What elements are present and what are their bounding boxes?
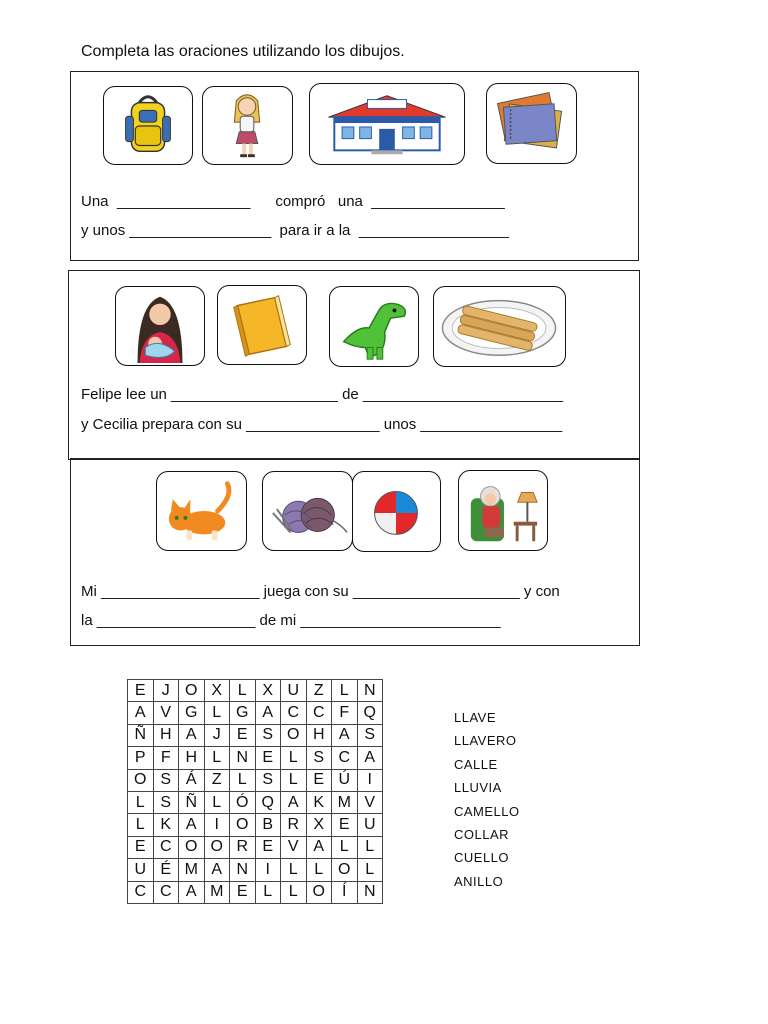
grid-cell[interactable]: L	[332, 836, 358, 858]
word-search-grid	[127, 679, 383, 904]
grid-cell[interactable]: A	[204, 859, 230, 881]
grid-cell[interactable]: F	[153, 747, 179, 769]
grid-cell[interactable]: H	[153, 724, 179, 746]
grid-row	[128, 680, 383, 702]
sentence-2-line-1: Felipe lee un ____________________ de ________________________	[81, 386, 564, 403]
grid-cell[interactable]: L	[230, 680, 256, 702]
backpack-icon	[104, 87, 192, 164]
sentence-1-line-1: Una ________________ compró una ________________	[81, 193, 505, 210]
word-list-item: COLLAR	[454, 826, 510, 842]
ball-icon	[353, 472, 440, 551]
grid-cell[interactable]: S	[255, 769, 281, 791]
grid-cell[interactable]: Z	[306, 680, 332, 702]
grid-cell[interactable]: L	[204, 791, 230, 813]
grandmother-knitting-icon	[459, 471, 547, 550]
grid-cell[interactable]: I	[255, 859, 281, 881]
grid-row	[128, 836, 383, 858]
grid-row	[128, 814, 383, 836]
grid-cell[interactable]: E	[255, 747, 281, 769]
grid-cell[interactable]: S	[153, 769, 179, 791]
grid-cell[interactable]: A	[306, 836, 332, 858]
school-picture-card	[309, 83, 465, 165]
grid-row	[128, 881, 383, 903]
grid-cell[interactable]: I	[204, 814, 230, 836]
grid-cell[interactable]: O	[204, 836, 230, 858]
grid-cell[interactable]: Ñ	[179, 791, 205, 813]
grid-cell[interactable]: L	[128, 791, 154, 813]
grid-cell[interactable]: L	[281, 881, 307, 903]
grid-cell[interactable]: X	[255, 680, 281, 702]
grid-cell[interactable]: V	[281, 836, 307, 858]
word-list-item: CAMELLO	[454, 803, 520, 819]
grid-cell[interactable]: O	[230, 814, 256, 836]
grid-cell[interactable]: C	[128, 881, 154, 903]
sentence-1-line-2: y unos _________________ para ir a la __________________	[81, 222, 509, 239]
grid-row	[128, 791, 383, 813]
grid-cell[interactable]: J	[153, 680, 179, 702]
grid-cell[interactable]: Q	[255, 791, 281, 813]
grid-cell[interactable]: A	[128, 702, 154, 724]
grid-cell[interactable]: G	[179, 702, 205, 724]
cat-picture-card	[156, 471, 247, 551]
sentence-3-line-2: la ___________________ de mi ________________________	[81, 612, 501, 629]
grid-cell[interactable]: L	[357, 859, 383, 881]
grid-cell[interactable]: P	[128, 747, 154, 769]
notebooks-picture-card	[486, 83, 577, 164]
grid-cell[interactable]: Á	[179, 769, 205, 791]
grid-cell[interactable]: C	[153, 881, 179, 903]
grid-cell[interactable]: L	[332, 680, 358, 702]
page-title: Completa las oraciones utilizando los dibujos.	[81, 43, 405, 60]
grid-cell[interactable]: J	[204, 724, 230, 746]
grid-cell[interactable]: H	[306, 724, 332, 746]
mother-baby-picture-card	[115, 286, 205, 366]
grid-cell[interactable]: M	[204, 881, 230, 903]
book-picture-card	[217, 285, 307, 365]
grid-cell[interactable]: I	[357, 769, 383, 791]
grid-cell[interactable]: A	[357, 747, 383, 769]
grid-cell[interactable]: C	[332, 747, 358, 769]
word-list-item: ANILLO	[454, 873, 504, 889]
grid-cell[interactable]: H	[179, 747, 205, 769]
grid-cell[interactable]: L	[255, 881, 281, 903]
grid-cell[interactable]: B	[255, 814, 281, 836]
grandmother-picture-card	[458, 470, 548, 551]
grid-cell[interactable]: K	[306, 791, 332, 813]
grid-cell[interactable]: S	[153, 791, 179, 813]
word-list-item: LLUVIA	[454, 780, 502, 796]
grid-cell[interactable]: S	[357, 724, 383, 746]
grid-cell[interactable]: E	[230, 881, 256, 903]
tacos-plate-icon	[434, 287, 565, 366]
grid-cell[interactable]: G	[230, 702, 256, 724]
grid-cell[interactable]: R	[230, 836, 256, 858]
grid-cell[interactable]: U	[357, 814, 383, 836]
grid-cell[interactable]: L	[281, 859, 307, 881]
grid-cell[interactable]: S	[255, 724, 281, 746]
grid-cell[interactable]: E	[255, 836, 281, 858]
grid-cell[interactable]: L	[204, 702, 230, 724]
grid-cell[interactable]: O	[179, 836, 205, 858]
grid-cell[interactable]: É	[153, 859, 179, 881]
grid-cell[interactable]: C	[306, 702, 332, 724]
grid-cell[interactable]: R	[281, 814, 307, 836]
grid-cell[interactable]: O	[332, 859, 358, 881]
grid-cell[interactable]: A	[281, 791, 307, 813]
grid-row	[128, 724, 383, 746]
grid-cell[interactable]: S	[306, 747, 332, 769]
grid-cell[interactable]: N	[230, 747, 256, 769]
grid-cell[interactable]: X	[306, 814, 332, 836]
grid-row	[128, 859, 383, 881]
grid-cell[interactable]: C	[281, 702, 307, 724]
grid-cell[interactable]: Q	[357, 702, 383, 724]
grid-cell[interactable]: A	[332, 724, 358, 746]
grid-cell[interactable]: A	[255, 702, 281, 724]
grid-cell[interactable]: Z	[204, 769, 230, 791]
grid-cell[interactable]: E	[230, 724, 256, 746]
grid-cell[interactable]: V	[357, 791, 383, 813]
grid-cell[interactable]: L	[204, 747, 230, 769]
grid-cell[interactable]: L	[306, 859, 332, 881]
grid-cell[interactable]: L	[128, 814, 154, 836]
grid-cell[interactable]: E	[128, 836, 154, 858]
grid-cell[interactable]: Í	[332, 881, 358, 903]
grid-cell[interactable]: U	[128, 859, 154, 881]
grid-cell[interactable]: O	[281, 724, 307, 746]
word-list-item: CALLE	[454, 756, 498, 772]
mother-baby-icon	[116, 287, 204, 365]
sentence-3-line-1: Mi ___________________ juega con su ____________________ y con	[81, 583, 560, 600]
grid-cell[interactable]: N	[230, 859, 256, 881]
grid-row	[128, 702, 383, 724]
word-list-item: LLAVE	[454, 710, 497, 725]
grid-row	[128, 747, 383, 769]
word-list-item: CUELLO	[454, 850, 510, 866]
grid-cell[interactable]: E	[128, 680, 154, 702]
grid-cell[interactable]: Ñ	[128, 724, 154, 746]
grid-cell[interactable]: L	[281, 769, 307, 791]
dinosaur-picture-card	[329, 286, 419, 367]
grid-cell[interactable]: C	[153, 836, 179, 858]
grid-row	[128, 769, 383, 791]
grid-cell[interactable]: L	[357, 836, 383, 858]
grid-cell[interactable]: K	[153, 814, 179, 836]
backpack-picture-card	[103, 86, 193, 165]
sentence-2-line-2: y Cecilia prepara con su ________________ unos _________________	[81, 416, 563, 433]
school-icon	[310, 84, 464, 164]
grid-cell[interactable]: L	[230, 769, 256, 791]
grid-cell[interactable]: A	[179, 724, 205, 746]
grid-cell[interactable]: X	[204, 680, 230, 702]
grid-cell[interactable]: O	[128, 769, 154, 791]
grid-cell[interactable]: O	[179, 680, 205, 702]
grid-cell[interactable]: U	[281, 680, 307, 702]
grid-cell[interactable]: M	[332, 791, 358, 813]
word-list	[454, 706, 520, 893]
girl-icon	[203, 87, 292, 164]
yarn-balls-icon	[263, 472, 352, 550]
ball-picture-card	[352, 471, 441, 552]
word-list-item: LLAVERO	[454, 733, 517, 749]
grid-cell[interactable]: O	[306, 881, 332, 903]
grid-cell[interactable]: E	[306, 769, 332, 791]
grid-cell[interactable]: N	[357, 881, 383, 903]
grid-cell[interactable]: F	[332, 702, 358, 724]
grid-cell[interactable]: L	[281, 747, 307, 769]
grid-cell[interactable]: Ó	[230, 791, 256, 813]
notebooks-icon	[487, 84, 576, 163]
yarn-picture-card	[262, 471, 353, 551]
grid-cell[interactable]: V	[153, 702, 179, 724]
grid-cell[interactable]: M	[179, 859, 205, 881]
book-icon	[218, 286, 306, 364]
girl-picture-card	[202, 86, 293, 165]
grid-cell[interactable]: A	[179, 881, 205, 903]
grid-cell[interactable]: E	[332, 814, 358, 836]
grid-cell[interactable]: N	[357, 680, 383, 702]
grid-cell[interactable]: A	[179, 814, 205, 836]
dinosaur-icon	[330, 287, 418, 366]
grid-cell[interactable]: Ú	[332, 769, 358, 791]
cat-icon	[157, 472, 246, 550]
tacos-picture-card	[433, 286, 566, 367]
